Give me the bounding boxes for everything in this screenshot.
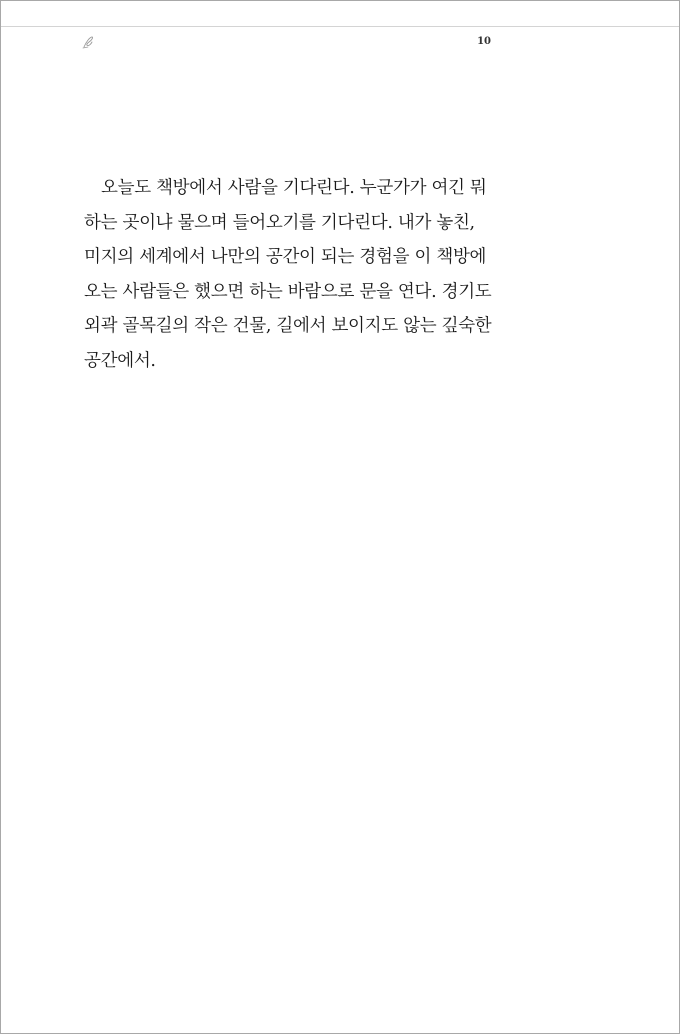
header-rule [1, 26, 679, 27]
script-flourish-icon [81, 34, 95, 50]
body-paragraph: 오늘도 책방에서 사람을 기다린다. 누군가가 여긴 뭐 하는 곳이냐 물으며 들어오기를 기다린다. 내가 놓친, 미지의 세계에서 나만의 공간이 되는 경험을 이 책방에 오는 사람들은 했으면 하는 바람으로 문을 연다. 경기도 외곽 골목길의 작은 건물, 길에서 보이지도 않는 깊숙한 공간에서. [84, 178, 492, 371]
page-number: 10 [477, 36, 491, 47]
